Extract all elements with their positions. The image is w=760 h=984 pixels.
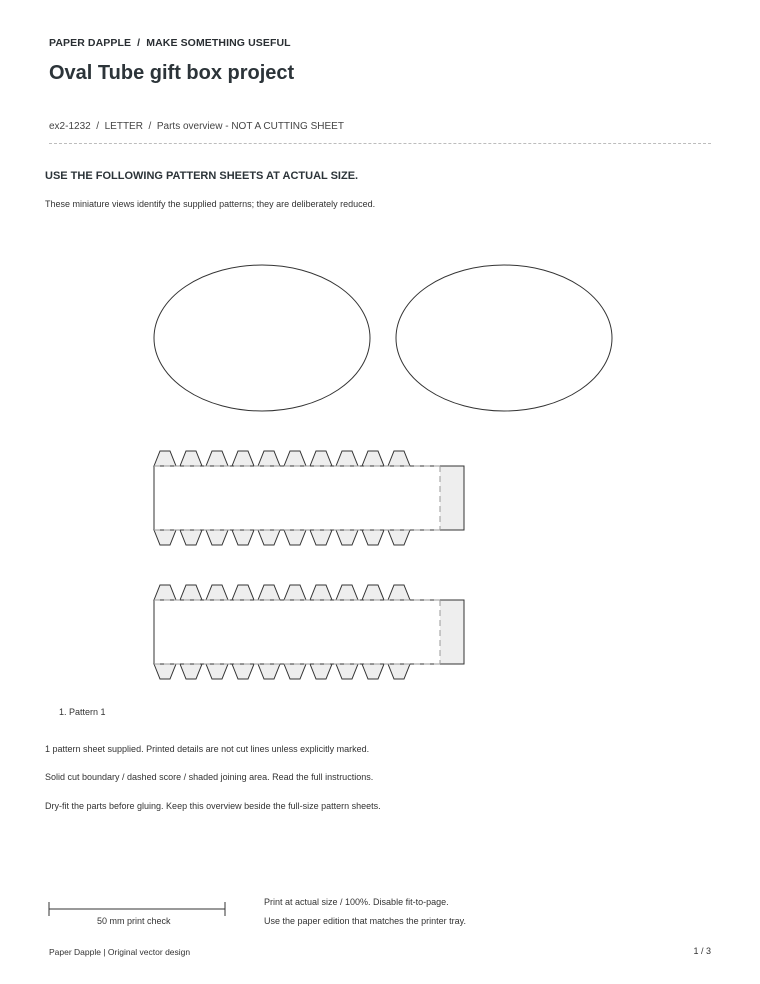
- glue-tab: [258, 664, 280, 679]
- note-dry-fit: Dry-fit the parts before gluing. Keep this overview beside the full-size pattern sheets.: [45, 801, 381, 811]
- glue-tab: [232, 451, 254, 466]
- glue-tab: [362, 585, 384, 600]
- glue-tab: [310, 451, 332, 466]
- brand-separator: /: [137, 37, 141, 49]
- intro-text: These miniature views identify the supplied patterns; they are deliberately reduced.: [45, 199, 376, 209]
- page-title: Oval Tube gift box project: [49, 62, 295, 84]
- section-heading: USE THE FOLLOWING PATTERN SHEETS AT ACTUAL SIZE.: [45, 170, 359, 182]
- meta-separator: /: [148, 121, 152, 132]
- glue-tab: [336, 664, 358, 679]
- glue-tab: [232, 585, 254, 600]
- page-number: 1 / 3: [693, 946, 711, 956]
- glue-tab: [258, 530, 280, 545]
- glue-tab: [180, 664, 202, 679]
- glue-tab: [206, 664, 228, 679]
- glue-tab: [388, 451, 410, 466]
- glue-tab: [284, 664, 306, 679]
- print-instruction: Print at actual size / 100%. Disable fit-to-page.: [264, 897, 449, 907]
- glue-tab: [180, 530, 202, 545]
- brand-tagline: MAKE SOMETHING USEFUL: [146, 37, 291, 49]
- note-legend: Solid cut boundary / dashed score / shaded joining area. Read the full instructions.: [45, 772, 374, 782]
- meta-separator: /: [96, 121, 100, 132]
- meta-note: Parts overview - NOT A CUTTING SHEET: [156, 121, 344, 132]
- glue-tab: [180, 451, 202, 466]
- glue-tab: [284, 585, 306, 600]
- footer-credit: Paper Dapple | Original vector design: [49, 947, 191, 957]
- pattern-list: [53, 707, 106, 717]
- meta-paper: LETTER: [104, 121, 143, 132]
- glue-tab: [336, 451, 358, 466]
- glue-tab: [154, 530, 176, 545]
- glue-tab: [258, 451, 280, 466]
- glue-tab: [154, 585, 176, 600]
- tube-wall-strip-2: [154, 585, 464, 679]
- paper-instruction: Use the paper edition that matches the printer tray.: [264, 916, 466, 926]
- glue-tab: [310, 585, 332, 600]
- glue-tab: [232, 664, 254, 679]
- wall-outline: [154, 466, 464, 530]
- glue-tab: [336, 585, 358, 600]
- glue-flap: [440, 600, 464, 664]
- glue-tab: [362, 530, 384, 545]
- glue-tab: [310, 664, 332, 679]
- oval-end-piece-left: [154, 265, 370, 411]
- scale-label: 50 mm print check: [97, 916, 171, 926]
- glue-tab: [388, 664, 410, 679]
- glue-flap: [440, 466, 464, 530]
- glue-tab: [154, 664, 176, 679]
- oval-end-piece-right: [396, 265, 612, 411]
- glue-tab: [258, 585, 280, 600]
- tube-wall-strip-1: [154, 451, 464, 545]
- brand-name: PAPER DAPPLE: [49, 37, 132, 49]
- glue-tab: [388, 530, 410, 545]
- glue-tab: [154, 451, 176, 466]
- glue-tab: [180, 585, 202, 600]
- glue-tab: [388, 585, 410, 600]
- glue-tab: [206, 530, 228, 545]
- glue-tab: [284, 451, 306, 466]
- glue-tab: [362, 451, 384, 466]
- note-sheets: 1 pattern sheet supplied. Printed details are not cut lines unless explicitly marked.: [45, 744, 370, 754]
- meta-code: ex2-1232: [49, 121, 91, 132]
- glue-tab: [284, 530, 306, 545]
- glue-tab: [232, 530, 254, 545]
- glue-tab: [206, 585, 228, 600]
- wall-outline: [154, 600, 464, 664]
- glue-tab: [310, 530, 332, 545]
- glue-tab: [336, 530, 358, 545]
- glue-tab: [362, 664, 384, 679]
- pattern-list-item: 1. Pattern 1: [69, 707, 106, 717]
- glue-tab: [206, 451, 228, 466]
